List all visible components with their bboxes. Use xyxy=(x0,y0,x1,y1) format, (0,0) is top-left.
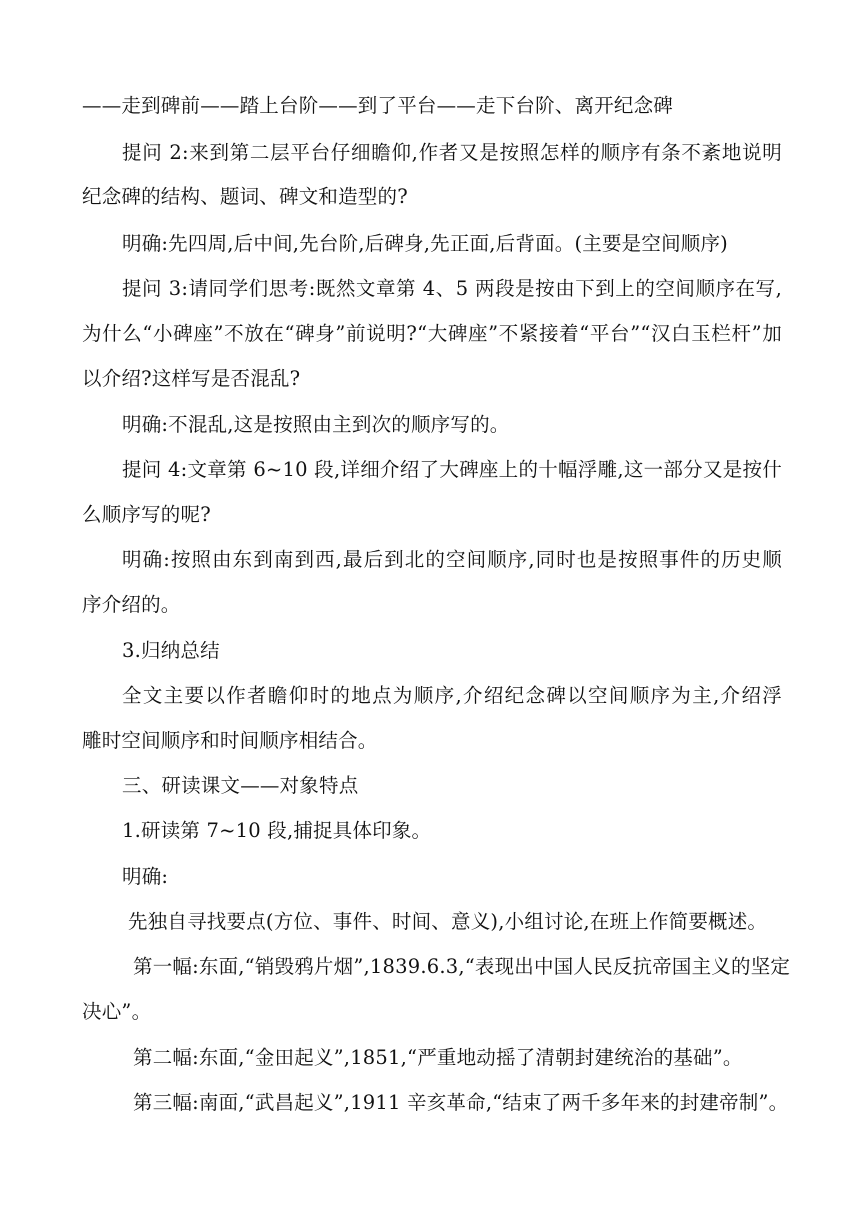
answer-4-line-1: 明确:按照由东到南到西,最后到北的空间顺序,同时也是按照事件的历史顺 xyxy=(122,548,782,571)
question-3-line-1: 提问 3:请同学们思考:既然文章第 4、5 两段是按由下到上的空间顺序在写, xyxy=(122,277,782,300)
answer-label: 明确: xyxy=(122,865,169,888)
relief-1-line-1: 第一幅:东面,“销毁鸦片烟”,1839.6.3,“表现出中国人民反抗帝国主义的坚定 xyxy=(133,955,791,978)
text-line-route: ——走到碑前——踏上台阶——到了平台——走下台阶、离开纪念碑 xyxy=(82,94,674,117)
question-2-line-2: 纪念碑的结构、题词、碑文和造型的? xyxy=(82,185,408,208)
relief-2: 第二幅:东面,“金田起义”,1851,“严重地动摇了清朝封建统治的基础”。 xyxy=(133,1046,743,1069)
task-1-heading: 1.研读第 7~10 段,捕捉具体印象。 xyxy=(122,819,432,842)
question-3-line-3: 以介绍?这样写是否混乱? xyxy=(82,367,301,390)
question-3-line-2: 为什么“小碑座”不放在“碑身”前说明?“大碑座”不紧接着“平台”“汉白玉栏杆”加 xyxy=(82,322,782,345)
instruction-line: 先独自寻找要点(方位、事件、时间、意义),小组讨论,在班上作简要概述。 xyxy=(128,910,768,933)
relief-1-line-2: 决心”。 xyxy=(82,1000,152,1023)
section-summary-heading: 3.归纳总结 xyxy=(122,639,220,662)
question-4-line-1: 提问 4:文章第 6~10 段,详细介绍了大碑座上的十幅浮雕,这一部分又是按什 xyxy=(122,458,782,481)
summary-line-1: 全文主要以作者瞻仰时的地点为顺序,介绍纪念碑以空间顺序为主,介绍浮 xyxy=(122,684,782,707)
answer-4-line-2: 序介绍的。 xyxy=(82,593,181,616)
summary-line-2: 雕时空间顺序和时间顺序相结合。 xyxy=(82,729,378,752)
question-4-line-2: 么顺序写的呢? xyxy=(82,503,211,526)
relief-3: 第三幅:南面,“武昌起义”,1911 辛亥革命,“结束了两千多年来的封建帝制”。 xyxy=(133,1091,789,1114)
answer-3: 明确:不混乱,这是按照由主到次的顺序写的。 xyxy=(122,413,510,436)
section-3-heading: 三、研读课文——对象特点 xyxy=(122,774,359,797)
answer-2: 明确:先四周,后中间,先台阶,后碑身,先正面,后背面。(主要是空间顺序) xyxy=(122,232,728,255)
question-2-line-1: 提问 2:来到第二层平台仔细瞻仰,作者又是按照怎样的顺序有条不紊地说明 xyxy=(122,141,782,164)
